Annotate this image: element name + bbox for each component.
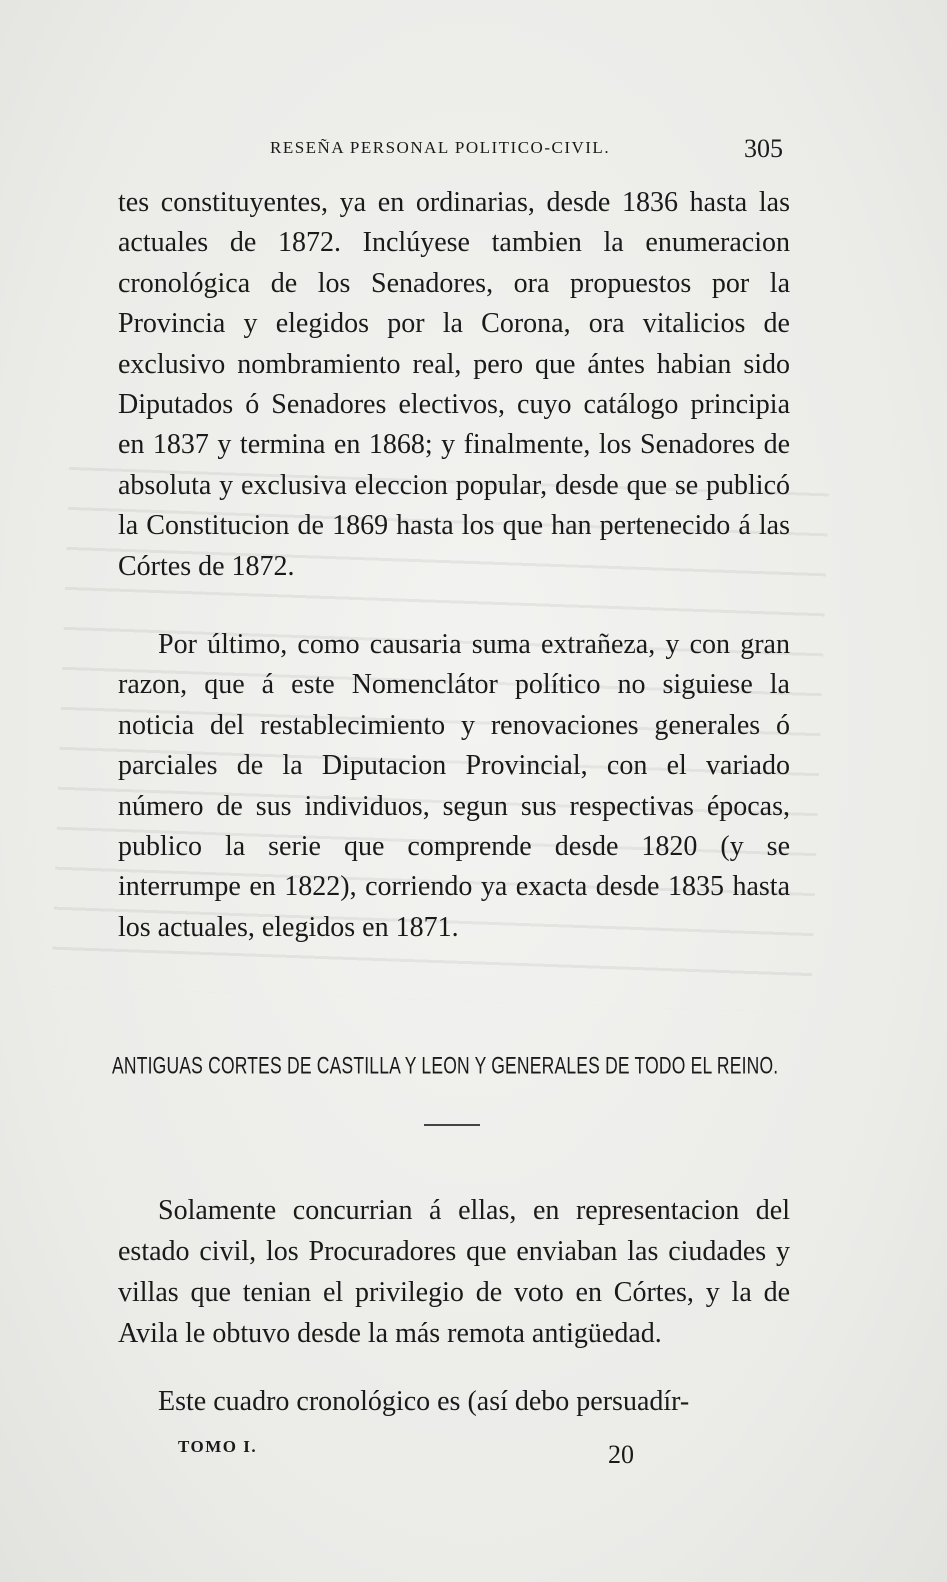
sheet-number: 20 — [608, 1440, 634, 1469]
section-heading: ANTIGUAS CORTES DE CASTILLA Y LEON Y GENERALES DE TODO EL REINO. — [112, 1052, 779, 1079]
section-divider — [424, 1124, 480, 1126]
paragraph-3 — [118, 1190, 790, 1354]
paragraph-2 — [118, 625, 790, 948]
page-number: 305 — [744, 134, 783, 163]
paragraph-1 — [118, 183, 790, 587]
paragraph-4 — [118, 1382, 790, 1422]
running-header: RESEÑA PERSONAL POLITICO-CIVIL. — [270, 138, 611, 157]
paragraph-3-text: Solamente concurrian á ellas, en representacion del estado civil, los Procuradores que enviaban las ciudades y villas que tenian el privilegio de voto en Córtes, y la de Avila le obtuvo desde la más remota antigüedad. — [118, 1195, 790, 1349]
paragraph-4-text: Este cuadro cronológico es (así debo persuadír- — [158, 1386, 690, 1417]
paragraph-1-text: tes constituyentes, ya en ordinarias, desde 1836 hasta las actuales de 1872. Inclúyese tambien la enumeracion cronológica de los Senadores, ora propuestos por la Provincia y elegidos por la Corona, ora vitalicios de exclusivo nombramiento real, pero que ántes habian sido Diputados ó Senadores electivos, cuyo catálogo principia en 1837 y termina en 1868; y finalmente, los Senadores de absoluta y exclusiva eleccion popular, desde que se publicó la Constitucion de 1869 hasta los que han pertenecido á las Córtes de 1872. — [118, 187, 790, 582]
paragraph-2-text: Por último, como causaria suma extrañeza, y con gran razon, que á este Nomenclátor político no siguiese la noticia del restablecimiento y renovaciones generales ó parciales de la Diputacion Provincial, con el variado número de sus individuos, segun sus respectivas épocas, publico la serie que comprende desde 1820 (y se interrumpe en 1822), corriendo ya exacta desde 1835 hasta los actuales, elegidos en 1871. — [118, 629, 790, 943]
volume-signature: TOMO I. — [178, 1437, 258, 1456]
